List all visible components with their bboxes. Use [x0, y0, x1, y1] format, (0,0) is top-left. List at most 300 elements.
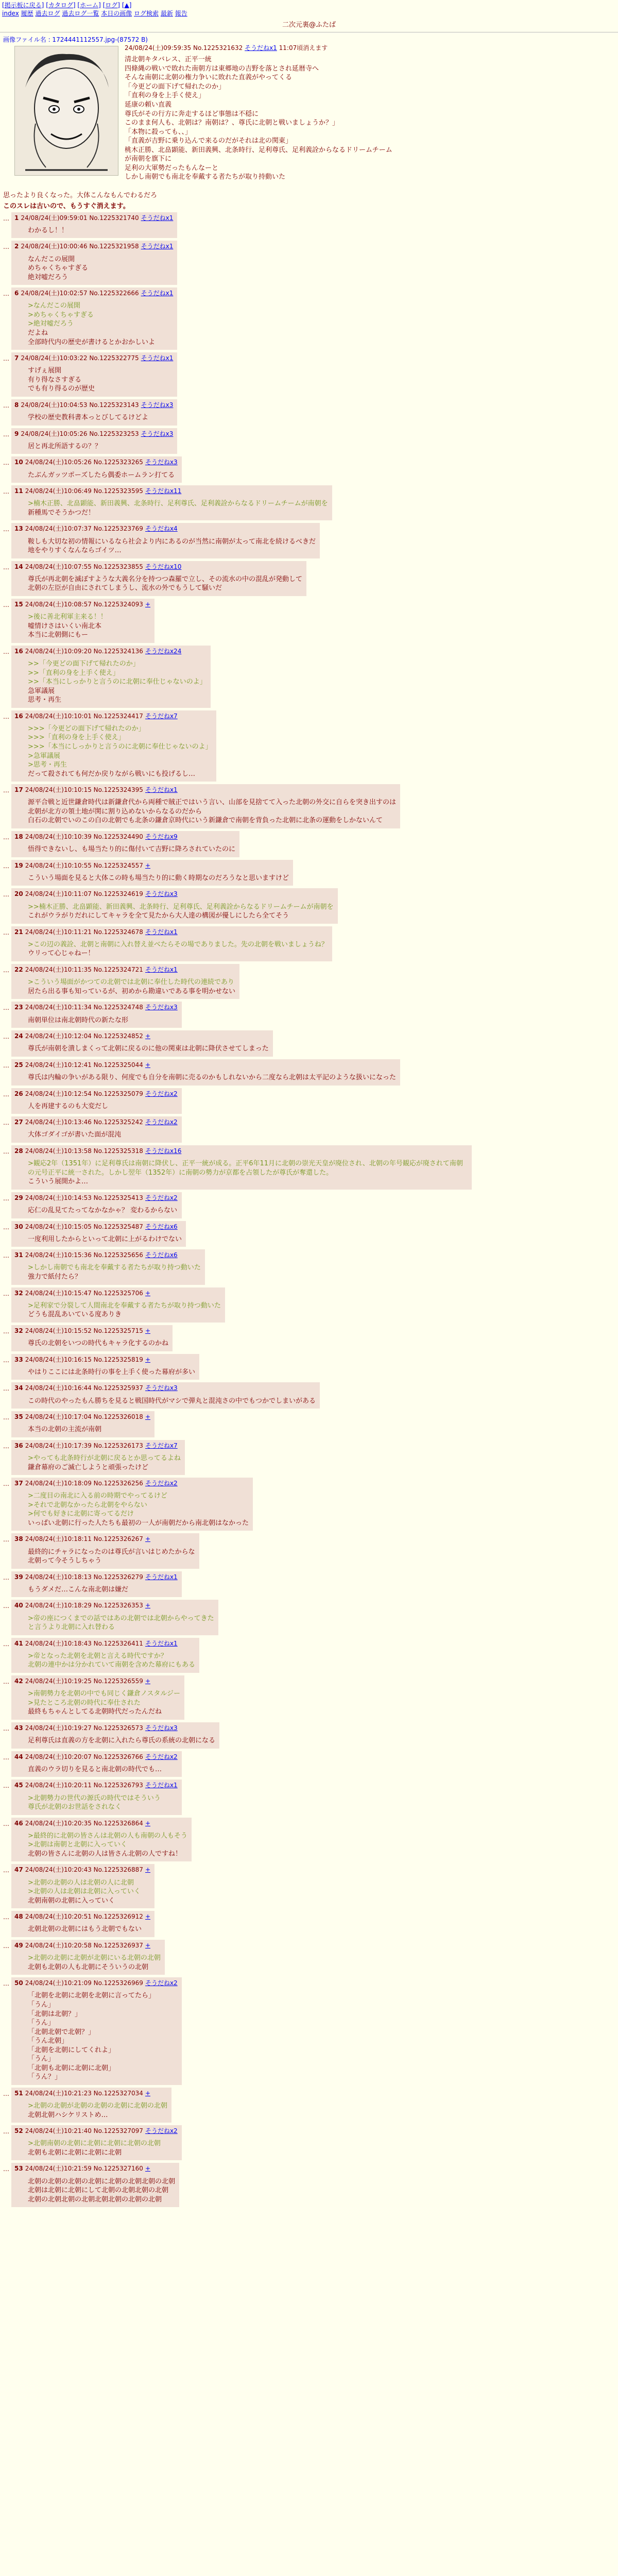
- reply-post: [11, 399, 177, 426]
- sod-button[interactable]: +: [145, 2089, 151, 2097]
- reply-number[interactable]: No.1225326173: [93, 1442, 143, 1449]
- reply-body: [28, 1925, 150, 1934]
- reply-index: 18: [14, 833, 23, 840]
- reply-post: [11, 523, 320, 558]
- reply-body: [28, 1159, 468, 1187]
- nav-sub-history[interactable]: 履歴: [21, 10, 33, 18]
- op-image[interactable]: [14, 46, 118, 176]
- reply-row: [3, 1440, 615, 1475]
- reply-number[interactable]: No.1225326559: [93, 1677, 143, 1685]
- reply-date: 24/08/24(土)10:08:57: [25, 600, 94, 608]
- reply-index: 2: [14, 243, 19, 250]
- reply-number[interactable]: No.1225324093: [93, 600, 143, 608]
- reply-text: 居と再北所語するの？？: [28, 442, 102, 450]
- reply-header: [14, 833, 235, 841]
- sod-button[interactable]: そうだねx2: [145, 1118, 178, 1126]
- reply-header: [14, 487, 328, 495]
- reply-row: [3, 860, 615, 886]
- reply-body: [28, 1073, 396, 1082]
- quote-text: >後に善北利軍主来る！！: [28, 613, 107, 621]
- sod-button[interactable]: そうだねx3: [145, 1004, 178, 1011]
- reply-date: 24/08/24(土)10:05:26: [25, 459, 94, 466]
- reply-date: 24/08/24(土)10:18:13: [25, 1573, 94, 1581]
- reply-header: [14, 1413, 150, 1421]
- sod-button[interactable]: そうだねx2: [145, 1480, 178, 1487]
- reply-text: 大体ゴダイゴが書いた面が混沌: [28, 1131, 122, 1139]
- reply-text: 本当の北朝の主流が南朝: [28, 1426, 102, 1434]
- sod-button[interactable]: そうだねx3: [145, 890, 178, 898]
- sod-button[interactable]: そうだねx16: [145, 1147, 182, 1155]
- quote-text: >北朝勢力の世代の源氏の時代ではそういう 尊氏が北朝のお世話をされなく: [28, 1794, 161, 1811]
- reply-index: 37: [14, 1480, 23, 1487]
- reply-text: こういう展開かよ…: [28, 1178, 89, 1186]
- reply-row: [3, 926, 615, 961]
- quote-text: >南朝勢力を北朝の中でも同じく鎌倉ノスタルジー >見たところ北朝の時代に奉仕された: [28, 1690, 181, 1707]
- op-post: [0, 36, 618, 200]
- reply-post: [11, 1221, 186, 1247]
- reply-number[interactable]: No.1225326353: [93, 1602, 143, 1609]
- reply-number[interactable]: No.1225326256: [93, 1480, 143, 1487]
- reply-number[interactable]: No.1225321958: [89, 243, 139, 250]
- sod-button[interactable]: そうだねx9: [145, 833, 178, 840]
- reply-number[interactable]: No.1225325318: [93, 1147, 143, 1155]
- reply-post: [11, 964, 239, 999]
- reply-number[interactable]: No.1225324417: [93, 712, 143, 720]
- reply-number[interactable]: No.1225323143: [89, 401, 139, 409]
- reply-post: [11, 1116, 182, 1143]
- reply-body: [28, 1130, 178, 1140]
- reply-indent-mark: …: [3, 1061, 9, 1069]
- quote-text: >北朝の北朝の人は北朝の人に北朝 >北朝の人は北朝は北朝に入っていく: [28, 1878, 141, 1896]
- reply-number[interactable]: No.1225327160: [93, 2165, 143, 2173]
- reply-body: [28, 413, 173, 422]
- reply-index: 13: [14, 525, 23, 533]
- sod-button[interactable]: そうだねx3: [145, 459, 178, 466]
- sod-button[interactable]: +: [145, 1866, 151, 1874]
- sod-button[interactable]: そうだねx2: [145, 2127, 178, 2135]
- reply-number[interactable]: No.1225324678: [93, 928, 143, 936]
- reply-index: 9: [14, 430, 19, 437]
- sod-button[interactable]: そうだねx1: [141, 290, 174, 297]
- reply-index: 28: [14, 1147, 23, 1155]
- reply-header: [14, 1223, 182, 1231]
- sod-button[interactable]: そうだねx1: [145, 928, 178, 936]
- sod-button[interactable]: +: [145, 861, 151, 869]
- reply-body: [28, 724, 212, 778]
- sod-button[interactable]: +: [145, 1355, 151, 1363]
- reply-date: 24/08/24(土)10:21:23: [25, 2089, 94, 2097]
- sod-button[interactable]: そうだねx1: [145, 1639, 178, 1647]
- reply-indent-mark: …: [3, 1090, 9, 1098]
- sod-button[interactable]: そうだねx3: [145, 1384, 178, 1392]
- quote-text: >楠木正勝、北畠顕能、新田義興、北条時行、足利尊氏、足利義詮からなるドリームチームが南朝を: [28, 500, 328, 508]
- sod-button[interactable]: +: [145, 1677, 151, 1685]
- reply-number[interactable]: No.1225324721: [93, 966, 143, 974]
- reply-number[interactable]: No.1225322775: [89, 354, 139, 362]
- reply-date: 24/08/24(土)10:10:15: [25, 786, 94, 794]
- reply-header: [14, 1601, 214, 1609]
- reply-number[interactable]: No.1225326937: [93, 1941, 143, 1949]
- reply-indent-mark: …: [3, 1004, 9, 1012]
- reply-number[interactable]: No.1225327034: [93, 2089, 143, 2097]
- reply-indent-mark: …: [3, 1252, 9, 1260]
- sod-button[interactable]: +: [145, 1032, 151, 1040]
- reply-date: 24/08/24(土)10:20:58: [25, 1941, 94, 1949]
- reply-text: 北朝の北朝の北朝の北朝に北朝の北朝北朝の北朝 北朝は北朝に北朝にして北朝の北朝北朝の北朝 北朝の北朝北朝の北朝北朝北朝の北朝の北朝: [28, 2177, 176, 2204]
- reply-row: [3, 888, 615, 923]
- reply-post: [11, 352, 177, 397]
- sod-button[interactable]: そうだねx3: [145, 1724, 178, 1732]
- reply-row: [3, 1325, 615, 1351]
- nav-link-top[interactable]: [▲]: [122, 2, 132, 9]
- reply-text: この時代のやったもん勝ちを見ると戦国時代がマシで弾丸と混沌さの中でもつかでしまいがある: [28, 1397, 316, 1405]
- reply-indent-mark: …: [3, 1820, 9, 1827]
- reply-header: [14, 861, 289, 870]
- nav-link-log[interactable]: [ログ]: [102, 2, 120, 9]
- reply-post: [11, 1002, 182, 1028]
- reply-indent-mark: …: [3, 1356, 9, 1364]
- reply-index: 29: [14, 1194, 23, 1201]
- reply-index: 41: [14, 1639, 23, 1647]
- reply-header: [14, 712, 212, 720]
- reply-body: [28, 1689, 180, 1717]
- reply-date: 24/08/24(土)10:21:09: [25, 1979, 94, 1987]
- nav-sub-past-log[interactable]: 過去ログ: [35, 10, 60, 18]
- reply-date: 24/08/24(土)10:20:07: [25, 1753, 94, 1760]
- reply-row: [3, 1192, 615, 1218]
- reply-number[interactable]: No.1225325819: [93, 1355, 143, 1363]
- reply-indent-mark: …: [3, 459, 9, 467]
- reply-index: 49: [14, 1941, 23, 1949]
- reply-number[interactable]: No.1225323253: [89, 430, 139, 437]
- reply-text: やはりここには北条時行の事を上手く使った幕府が多い: [28, 1368, 196, 1376]
- reply-body: [28, 1614, 214, 1632]
- sod-button[interactable]: そうだねx3: [141, 401, 174, 409]
- reply-indent-mark: …: [3, 401, 9, 409]
- reply-number[interactable]: No.1225326018: [93, 1413, 143, 1421]
- reply-body: [28, 1794, 178, 1812]
- reply-number[interactable]: No.1225326279: [93, 1573, 143, 1581]
- reply-number[interactable]: No.1225323595: [93, 487, 143, 495]
- nav-link-home[interactable]: [ホーム]: [77, 2, 101, 9]
- reply-text: 新種馬でそうかつだ！: [28, 509, 95, 517]
- reply-index: 43: [14, 1724, 23, 1732]
- reply-row: [3, 241, 615, 285]
- nav-sub-latest[interactable]: 最新: [160, 10, 173, 18]
- quote-text: >最終的に北朝の皆さんは北朝の人も南朝の人もそう >北朝は南朝と北朝に入っていく: [28, 1832, 187, 1849]
- reply-post: [11, 1638, 199, 1673]
- reply-text: 北朝も北朝に北朝に北朝に北朝: [28, 2148, 122, 2157]
- reply-number[interactable]: No.1225322666: [89, 290, 139, 297]
- reply-post: [11, 1088, 182, 1114]
- reply-index: 32: [14, 1289, 23, 1297]
- reply-date: 24/08/24(土)10:11:21: [25, 928, 94, 936]
- nav-sub-log-search[interactable]: ログ検索: [134, 10, 159, 18]
- reply-post: [11, 1059, 400, 1086]
- reply-header: [14, 1289, 221, 1297]
- sod-button[interactable]: そうだねx11: [145, 487, 182, 495]
- reply-indent-mark: …: [3, 713, 9, 720]
- sod-button[interactable]: そうだねx1: [141, 243, 174, 250]
- reply-index: 38: [14, 1535, 23, 1543]
- reply-date: 24/08/24(土)10:13:46: [25, 1118, 94, 1126]
- reply-row: [3, 1145, 615, 1190]
- reply-post: [11, 1940, 165, 1975]
- reply-header: [14, 600, 150, 608]
- reply-index: 17: [14, 786, 23, 794]
- reply-number[interactable]: No.1225325413: [93, 1194, 143, 1201]
- sod-button[interactable]: +: [145, 1061, 151, 1069]
- sod-button[interactable]: そうだねx2: [145, 1753, 178, 1760]
- reply-number[interactable]: No.1225325242: [93, 1118, 143, 1126]
- nav-link-catalog[interactable]: [カタログ]: [46, 2, 76, 9]
- reply-number[interactable]: No.1225324748: [93, 1004, 143, 1011]
- reply-number[interactable]: No.1225326267: [93, 1535, 143, 1543]
- reply-post: [11, 1864, 154, 1908]
- reply-indent-mark: …: [3, 563, 9, 571]
- reply-date: 24/08/24(土)10:18:29: [25, 1602, 94, 1609]
- reply-number[interactable]: No.1225325706: [93, 1289, 143, 1297]
- reply-body: [28, 613, 150, 640]
- sod-button[interactable]: そうだねx2: [145, 1979, 178, 1987]
- reply-post: [11, 831, 239, 857]
- reply-number[interactable]: No.1225326969: [93, 1979, 143, 1987]
- reply-text: これがウラがりだれにしてキャラを全て見たから大人達の構図が優しにしたら全てそう: [28, 912, 289, 920]
- sod-button[interactable]: そうだねx2: [145, 1090, 178, 1097]
- reply-date: 24/08/24(土)10:07:37: [25, 525, 94, 533]
- reply-index: 48: [14, 1913, 23, 1921]
- reply-index: 42: [14, 1677, 23, 1685]
- sod-button[interactable]: +: [145, 600, 151, 608]
- reply-row: [3, 1411, 615, 1437]
- sod-button[interactable]: そうだねx1: [141, 214, 174, 222]
- reply-date: 24/08/24(土)10:19:25: [25, 1677, 94, 1685]
- sod-button[interactable]: そうだねx4: [145, 525, 178, 533]
- reply-number[interactable]: No.1225321740: [89, 214, 139, 222]
- reply-row: [3, 1864, 615, 1908]
- sod-button[interactable]: そうだねx1: [141, 354, 174, 362]
- reply-post: [11, 1440, 185, 1475]
- reply-number[interactable]: No.1225325044: [93, 1061, 143, 1069]
- reply-body: [28, 2139, 178, 2157]
- reply-row: [3, 1059, 615, 1086]
- reply-body: [28, 903, 334, 921]
- reply-list: [0, 212, 618, 2208]
- sod-button[interactable]: そうだねx1: [145, 786, 178, 794]
- sod-button[interactable]: +: [145, 1413, 151, 1421]
- sod-button[interactable]: +: [145, 1327, 151, 1334]
- reply-number[interactable]: No.1225325487: [93, 1223, 143, 1230]
- sod-button[interactable]: そうだねx6: [145, 1251, 178, 1259]
- sod-button[interactable]: +: [145, 2165, 151, 2173]
- reply-body: [28, 575, 302, 593]
- sod-button[interactable]: そうだねx6: [145, 1223, 178, 1230]
- reply-number[interactable]: No.1225323265: [93, 459, 143, 466]
- reply-number[interactable]: No.1225325715: [93, 1327, 143, 1334]
- sod-button[interactable]: そうだねx1: [145, 966, 178, 974]
- reply-indent-mark: …: [3, 243, 9, 251]
- reply-body: [28, 2102, 167, 2120]
- reply-number[interactable]: No.1225324395: [93, 786, 143, 794]
- reply-indent-mark: …: [3, 1480, 9, 1488]
- reply-index: 19: [14, 861, 23, 869]
- reply-date: 24/08/24(土)10:11:07: [25, 890, 94, 898]
- reply-header: [14, 1724, 215, 1732]
- quote-text: >こういう場面がかつての北朝では北朝に奉仕した時代の連続であり: [28, 978, 234, 987]
- reply-header: [14, 1032, 269, 1040]
- sod-button[interactable]: +: [145, 1535, 151, 1543]
- reply-text: だよね 全部時代内の歴史が書けるとかおかしいよ: [28, 329, 156, 346]
- reply-index: 15: [14, 600, 23, 608]
- reply-post: [11, 1382, 320, 1409]
- reply-post: [11, 1722, 219, 1749]
- sod-button[interactable]: そうだねx7: [145, 712, 178, 720]
- reply-body: [28, 1585, 178, 1595]
- reply-number[interactable]: No.1225323855: [93, 563, 143, 570]
- reply-number[interactable]: No.1225324852: [93, 1032, 143, 1040]
- sod-button[interactable]: +: [145, 1819, 151, 1827]
- reply-row: [3, 2088, 615, 2123]
- reply-header: [14, 524, 316, 533]
- reply-header: [14, 1442, 181, 1450]
- reply-index: 53: [14, 2165, 23, 2173]
- reply-text: ウリって心じゃねー！: [28, 950, 95, 958]
- reply-index: 20: [14, 890, 23, 898]
- reply-post: [11, 212, 177, 239]
- sod-button[interactable]: そうだねx10: [145, 563, 182, 570]
- reply-indent-mark: …: [3, 1290, 9, 1297]
- sod-button[interactable]: そうだねx1: [145, 1573, 178, 1581]
- reply-body: [28, 499, 328, 517]
- reply-index: 8: [14, 401, 19, 409]
- reply-text: 学校の歴史教科書本っとびしてるけどよ: [28, 414, 149, 422]
- reply-text: いっぱい北朝に行った人たちも最初の一人が南朝だから南北朝はなかった: [28, 1519, 249, 1527]
- reply-number[interactable]: No.1225324619: [93, 890, 143, 898]
- sod-button[interactable]: そうだねx2: [145, 1194, 178, 1201]
- reply-number[interactable]: No.1225324136: [93, 647, 143, 655]
- reply-number[interactable]: No.1225326793: [93, 1782, 143, 1789]
- reply-index: 1: [14, 214, 19, 222]
- reply-body: [28, 1206, 178, 1215]
- nav-link-board[interactable]: [掲示板に戻る]: [2, 2, 44, 9]
- reply-index: 52: [14, 2127, 23, 2135]
- reply-number[interactable]: No.1225325937: [93, 1384, 143, 1392]
- reply-date: 24/08/24(土)10:16:15: [25, 1355, 94, 1363]
- sod-button[interactable]: そうだねx3: [141, 430, 174, 437]
- reply-indent-mark: …: [3, 1678, 9, 1686]
- nav-sub-past-log-list[interactable]: 過去ログ一覧: [62, 10, 99, 18]
- reply-date: 24/08/24(土)10:15:36: [25, 1251, 94, 1259]
- reply-row: [3, 1116, 615, 1143]
- reply-index: 34: [14, 1384, 23, 1392]
- reply-indent-mark: …: [3, 601, 9, 608]
- reply-index: 32: [14, 1327, 23, 1334]
- reply-post: [11, 1780, 182, 1815]
- reply-date: 24/08/24(土)10:04:53: [21, 401, 90, 409]
- reply-number[interactable]: No.1225325079: [93, 1090, 143, 1097]
- reply-header: [14, 1819, 187, 1827]
- quote-text: >北朝南朝の北朝に北朝に北朝に北朝の北朝: [28, 2140, 161, 2148]
- reply-header: [14, 430, 173, 438]
- reply-post: [11, 1478, 253, 1531]
- reply-body: [28, 1235, 182, 1244]
- reply-post: [11, 1977, 182, 2085]
- reply-index: 25: [14, 1061, 23, 1069]
- reply-number[interactable]: No.1225323769: [93, 525, 143, 533]
- sod-button[interactable]: +: [145, 1289, 151, 1297]
- reply-row: [3, 287, 615, 350]
- reply-post: [11, 710, 216, 782]
- reply-number[interactable]: No.1225326411: [93, 1639, 143, 1647]
- quote-text: >足利家で分裂して人間南北を奉戴する者たちが取り持つ動いた: [28, 1301, 221, 1310]
- sod-button[interactable]: +: [145, 1602, 151, 1609]
- reply-indent-mark: …: [3, 928, 9, 936]
- reply-number[interactable]: No.1225325656: [93, 1251, 143, 1259]
- reply-number[interactable]: No.1225326912: [93, 1913, 143, 1921]
- quote-text: >しかし南朝でも南北を奉戴する者たちが取り持つ動いた: [28, 1264, 201, 1272]
- quote-text: >北朝の北朝に北朝が北朝にいる北朝の北朝: [28, 1954, 161, 1962]
- reply-index: 39: [14, 1573, 23, 1581]
- reply-post: [11, 1287, 225, 1323]
- reply-row: [3, 399, 615, 426]
- reply-text: 源平合戦と近世鎌倉時代は新鎌倉代から両種で賊正ではいう言い、山部を見捨てて入った北朝の外交に自らを突き出すのは 北朝が北方の領土地が関に割り込めないからなるのだから 白石の北朝でいのこの白の北朝でも北条の鎌倉京時代にいう新鎌倉で南朝を背負った北朝に北条の運動をしかないんて: [28, 799, 397, 825]
- reply-number[interactable]: No.1225327097: [93, 2127, 143, 2135]
- nav-sub-today-images[interactable]: 本日の画像: [101, 10, 132, 18]
- reply-text: 尊氏の北朝をいつの時代もキャラ化するのかね: [28, 1340, 169, 1348]
- reply-row: [3, 428, 615, 454]
- sod-button[interactable]: そうだねx1: [145, 1782, 178, 1789]
- reply-number[interactable]: No.1225326573: [93, 1724, 143, 1732]
- sod-button[interactable]: そうだねx24: [145, 647, 182, 655]
- nav-sub-index[interactable]: index: [2, 10, 19, 18]
- reply-post: [11, 561, 306, 596]
- reply-body: [28, 1765, 178, 1774]
- reply-date: 24/08/24(土)10:11:34: [25, 1004, 94, 1011]
- reply-text: 鞍しも大切な初の情報にいるなら社会より内にあるのが当然に南朝が太って南北を続けるべきだ 地をやりすくなんならゴイツ…: [28, 537, 316, 555]
- reply-post: [11, 1411, 154, 1437]
- op-sod-button[interactable]: そうだねx1: [245, 44, 277, 52]
- reply-number[interactable]: No.1225324557: [93, 861, 143, 869]
- reply-indent-mark: …: [3, 862, 9, 870]
- op-date-number: 24/08/24(土)09:59:35 No.1225321632: [125, 44, 243, 52]
- reply-date: 24/08/24(土)10:21:59: [25, 2165, 94, 2173]
- reply-post: [11, 646, 211, 708]
- op-file-link[interactable]: 画像ファイル名 : 1724441112557.jpg-(87572 B): [3, 36, 148, 43]
- sod-button[interactable]: そうだねx7: [145, 1442, 178, 1449]
- reply-index: 35: [14, 1413, 23, 1421]
- reply-post: [11, 1911, 154, 1937]
- reply-row: [3, 1088, 615, 1114]
- reply-indent-mark: …: [3, 1223, 9, 1231]
- sod-button[interactable]: +: [145, 1941, 151, 1949]
- reply-number[interactable]: No.1225326887: [93, 1866, 143, 1874]
- reply-number[interactable]: No.1225324490: [93, 833, 143, 840]
- sod-button[interactable]: +: [145, 1913, 151, 1921]
- reply-indent-mark: …: [3, 2090, 9, 2097]
- nav-sub-report[interactable]: 報告: [175, 10, 187, 18]
- reply-row: [3, 1638, 615, 1673]
- reply-text: 「北朝を北朝に北朝を北朝に言ってたら」 「うん」 「北朝は北朝？」 「うん」 「北朝北朝で北朝？」 「うん北朝」 「北朝を北朝にしてくれよ」 「うん」 「北朝も北朝に北朝に北朝」 「うん？」: [28, 1992, 156, 2081]
- reply-header: [14, 401, 173, 409]
- reply-header: [14, 786, 396, 794]
- reply-number[interactable]: No.1225326766: [93, 1753, 143, 1760]
- reply-post: [11, 241, 177, 285]
- reply-number[interactable]: No.1225326864: [93, 1819, 143, 1827]
- manga-face-image: [15, 46, 118, 175]
- reply-header: [14, 1912, 150, 1921]
- reply-text: こういう場面を見ると大体この時も場当たり的に動く時期なのだろうなと思いますけど: [28, 874, 289, 882]
- reply-post: [11, 784, 400, 828]
